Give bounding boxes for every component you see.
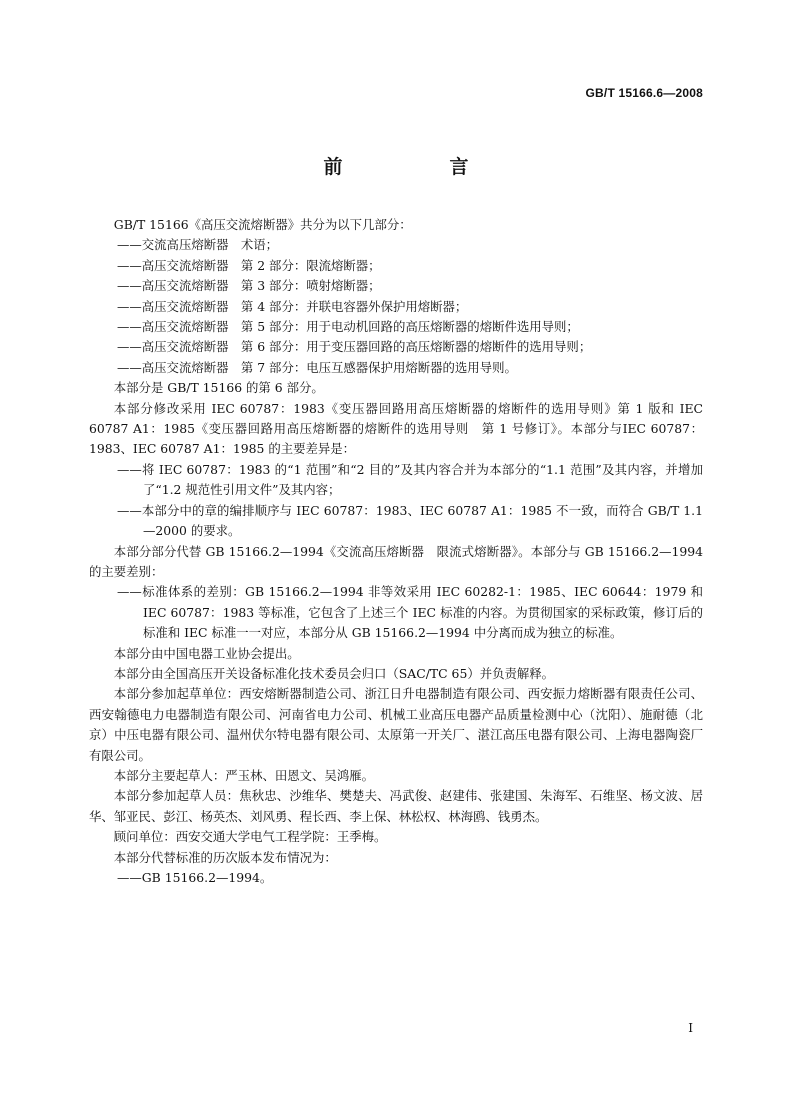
- page-number: I: [688, 1021, 693, 1035]
- dash-list-item: ——标准体系的差别：GB 15166.2—1994 非等效采用 IEC 60282-1：1985、IEC 60644：1979 和 IEC 60787：1983 等标准，它包含了上述三个 IEC 标准的内容。为贯彻国家的采标政策，修订后的标准和 IEC 标准一一对应，本部分从 GB 15166.2—1994 中分离而成为独立的标准。: [117, 584, 703, 641]
- dash-list-item: ——GB 15166.2—1994。: [117, 870, 273, 885]
- paragraph: 本部分是 GB/T 15166 的第 6 部分。: [113, 380, 324, 396]
- dash-list-item: ——高压交流熔断器 第 2 部分：限流熔断器；: [117, 257, 381, 273]
- paragraph: 本部分代替标准的历次版本发布情况为：: [113, 849, 337, 865]
- paragraph: GB/T 15166《高压交流熔断器》共分为以下几部分：: [113, 217, 412, 232]
- paragraph: 本部分参加起草单位：西安熔断器制造公司、浙江日升电器制造有限公司、西安振力熔断器有限责任公司、西安翰德电力电器制造有限公司、河南省电力公司、机械工业高压电器产品质量检测中心（沈阳）、施耐德（北京）中压电器有限公司、温州伏尔特电器有限公司、太原第一开关厂、湛江高压电器有限公司、上海电器陶瓷厂有限公司。: [89, 686, 703, 763]
- dash-list-item: ——交流高压熔断器 术语；: [117, 237, 279, 253]
- dash-list-item: ——高压交流熔断器 第 5 部分：用于电动机回路的高压熔断器的熔断件选用导则；: [117, 319, 579, 335]
- dash-list-item: ——高压交流熔断器 第 6 部分：用于变压器回路的高压熔断器的熔断件的选用导则；: [117, 339, 592, 355]
- dash-list-item: ——高压交流熔断器 第 4 部分：并联电容器外保护用熔断器；: [117, 298, 468, 314]
- paragraph: 顾问单位：西安交通大学电气工程学院：王季梅。: [113, 829, 387, 845]
- dash-list-item: ——高压交流熔断器 第 3 部分：喷射熔断器；: [117, 278, 381, 294]
- paragraph: 本部分修改采用 IEC 60787：1983《变压器回路用高压熔断器的熔断件的选用导则》第 1 版和 IEC 60787 A1：1985《变压器回路用高压熔断器的熔断件的选用导则 第 1 号修订》。本部分与IEC 60787：1983、IEC 60787 A1：1985 的主要差异是：: [89, 400, 703, 457]
- standard-code: GB/T 15166.6—2008: [585, 86, 703, 100]
- document-body: [89, 215, 703, 888]
- dash-list-item: ——高压交流熔断器 第 7 部分：电压互感器保护用熔断器的选用导则。: [117, 359, 517, 375]
- paragraph: 本部分部分代替 GB 15166.2—1994《交流高压熔断器 限流式熔断器》。本部分与 GB 15166.2—1994 的主要差别：: [89, 543, 703, 579]
- dash-list-item: ——将 IEC 60787：1983 的“1 范围”和“2 目的”及其内容合并为本部分的“1.1 范围”及其内容，并增加了“1.2 规范性引用文件”及其内容；: [117, 461, 703, 498]
- dash-list-item: ——本部分中的章的编排顺序与 IEC 60787：1983、IEC 60787 A1：1985 不一致，而符合 GB/T 1.1—2000 的要求。: [117, 502, 703, 539]
- paragraph: 本部分由全国高压开关设备标准化技术委员会归口（SAC/TC 65）并负责解释。: [113, 665, 555, 681]
- paragraph: 本部分主要起草人：严玉林、田恩文、吴鸿雁。: [113, 767, 374, 783]
- paragraph: 本部分由中国电器工业协会提出。: [113, 645, 300, 661]
- page-title: 前 言: [323, 156, 513, 178]
- paragraph: 本部分参加起草人员：焦秋忠、沙维华、樊楚夫、冯武俊、赵建伟、张建国、朱海军、石维坚、杨文波、居华、邹亚民、彭江、杨英杰、刘风勇、程长西、李上保、林松权、林海鸥、钱勇杰。: [89, 788, 703, 824]
